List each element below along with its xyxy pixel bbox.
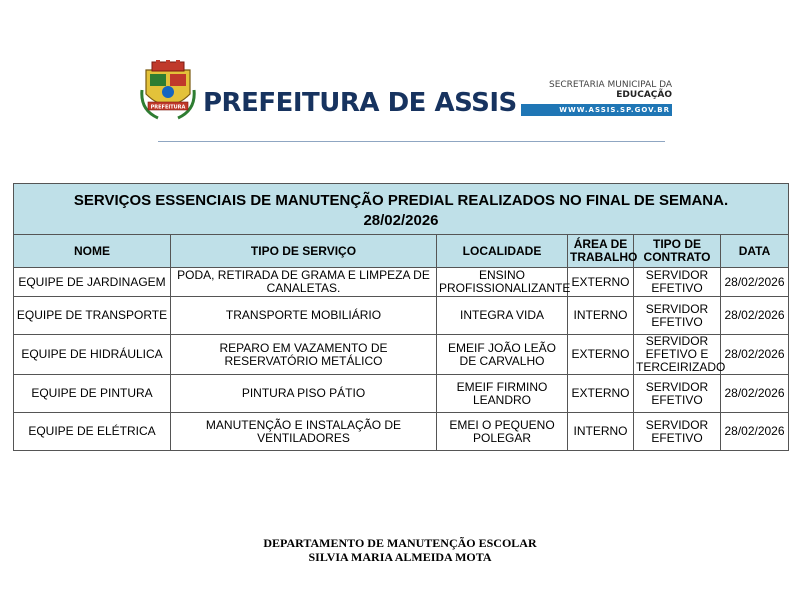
cell-data: 28/02/2026 bbox=[721, 413, 789, 451]
column-header-tipo-servico: TIPO DE SERVIÇO bbox=[171, 235, 437, 268]
table-row bbox=[14, 413, 789, 451]
cell-data: 28/02/2026 bbox=[721, 375, 789, 413]
table-header-row bbox=[14, 235, 789, 268]
cell-contrato: SERVIDOR EFETIVO bbox=[634, 268, 721, 297]
column-header-localidade: LOCALIDADE bbox=[437, 235, 568, 268]
signature-block bbox=[0, 536, 800, 564]
table-row bbox=[14, 335, 789, 375]
cell-area: EXTERNO bbox=[568, 375, 634, 413]
column-header-data: DATA bbox=[721, 235, 789, 268]
cell-localidade: INTEGRA VIDA bbox=[437, 297, 568, 335]
table-title bbox=[14, 184, 789, 235]
table-title-date: 28/02/2026 bbox=[363, 212, 439, 229]
cell-nome: EQUIPE DE PINTURA bbox=[14, 375, 171, 413]
educacao-label: EDUCAÇÃO bbox=[616, 90, 672, 100]
cell-nome: EQUIPE DE JARDINAGEM bbox=[14, 268, 171, 297]
cell-servico: PINTURA PISO PÁTIO bbox=[171, 375, 437, 413]
cell-nome: EQUIPE DE TRANSPORTE bbox=[14, 297, 171, 335]
cell-nome: EQUIPE DE ELÉTRICA bbox=[14, 413, 171, 451]
cell-area: INTERNO bbox=[568, 413, 634, 451]
header-divider bbox=[158, 141, 665, 142]
footer-person: SILVIA MARIA ALMEIDA MOTA bbox=[308, 550, 492, 564]
crest-ribbon-text: PREFEITURA bbox=[150, 104, 186, 111]
services-table bbox=[13, 183, 789, 451]
cell-area: INTERNO bbox=[568, 297, 634, 335]
cell-localidade: EMEIF JOÃO LEÃO DE CARVALHO bbox=[437, 335, 568, 375]
cell-data: 28/02/2026 bbox=[721, 268, 789, 297]
cell-contrato: SERVIDOR EFETIVO bbox=[634, 413, 721, 451]
cell-servico: PODA, RETIRADA DE GRAMA E LIMPEZA DE CANALETAS. bbox=[171, 268, 437, 297]
cell-contrato: SERVIDOR EFETIVO bbox=[634, 297, 721, 335]
cell-area: EXTERNO bbox=[568, 268, 634, 297]
cell-servico: MANUTENÇÃO E INSTALAÇÃO DE VENTILADORES bbox=[171, 413, 437, 451]
table-row bbox=[14, 375, 789, 413]
cell-localidade: EMEIF FIRMINO LEANDRO bbox=[437, 375, 568, 413]
website-url[interactable]: WWW.ASSIS.SP.GOV.BR bbox=[521, 104, 672, 116]
cell-data: 28/02/2026 bbox=[721, 335, 789, 375]
cell-data: 28/02/2026 bbox=[721, 297, 789, 335]
cell-localidade: EMEI O PEQUENO POLEGAR bbox=[437, 413, 568, 451]
secretaria-block bbox=[521, 80, 672, 116]
column-header-tipo-contrato: TIPO DE CONTRATO bbox=[634, 235, 721, 268]
page-brand-title: PREFEITURA DE ASSIS bbox=[203, 88, 517, 118]
footer-department: DEPARTAMENTO DE MANUTENÇÃO ESCOLAR bbox=[263, 536, 537, 550]
table-row bbox=[14, 297, 789, 335]
prefeitura-crest-logo bbox=[140, 60, 196, 124]
cell-contrato: SERVIDOR EFETIVO E TERCEIRIZADO bbox=[634, 335, 721, 375]
table-title-text: SERVIÇOS ESSENCIAIS DE MANUTENÇÃO PREDIAL REALIZADOS NO FINAL DE SEMANA. bbox=[73, 192, 729, 209]
cell-servico: REPARO EM VAZAMENTO DE RESERVATÓRIO METÁLICO bbox=[171, 335, 437, 375]
column-header-nome: NOME bbox=[14, 235, 171, 268]
column-header-area: ÁREA DE TRABALHO bbox=[568, 235, 634, 268]
cell-contrato: SERVIDOR EFETIVO bbox=[634, 375, 721, 413]
cell-nome: EQUIPE DE HIDRÁULICA bbox=[14, 335, 171, 375]
cell-area: EXTERNO bbox=[568, 335, 634, 375]
secretaria-label: SECRETARIA MUNICIPAL DA bbox=[549, 80, 672, 90]
cell-servico: TRANSPORTE MOBILIÁRIO bbox=[171, 297, 437, 335]
cell-localidade: ENSINO PROFISSIONALIZANTE bbox=[437, 268, 568, 297]
table-row bbox=[14, 268, 789, 297]
